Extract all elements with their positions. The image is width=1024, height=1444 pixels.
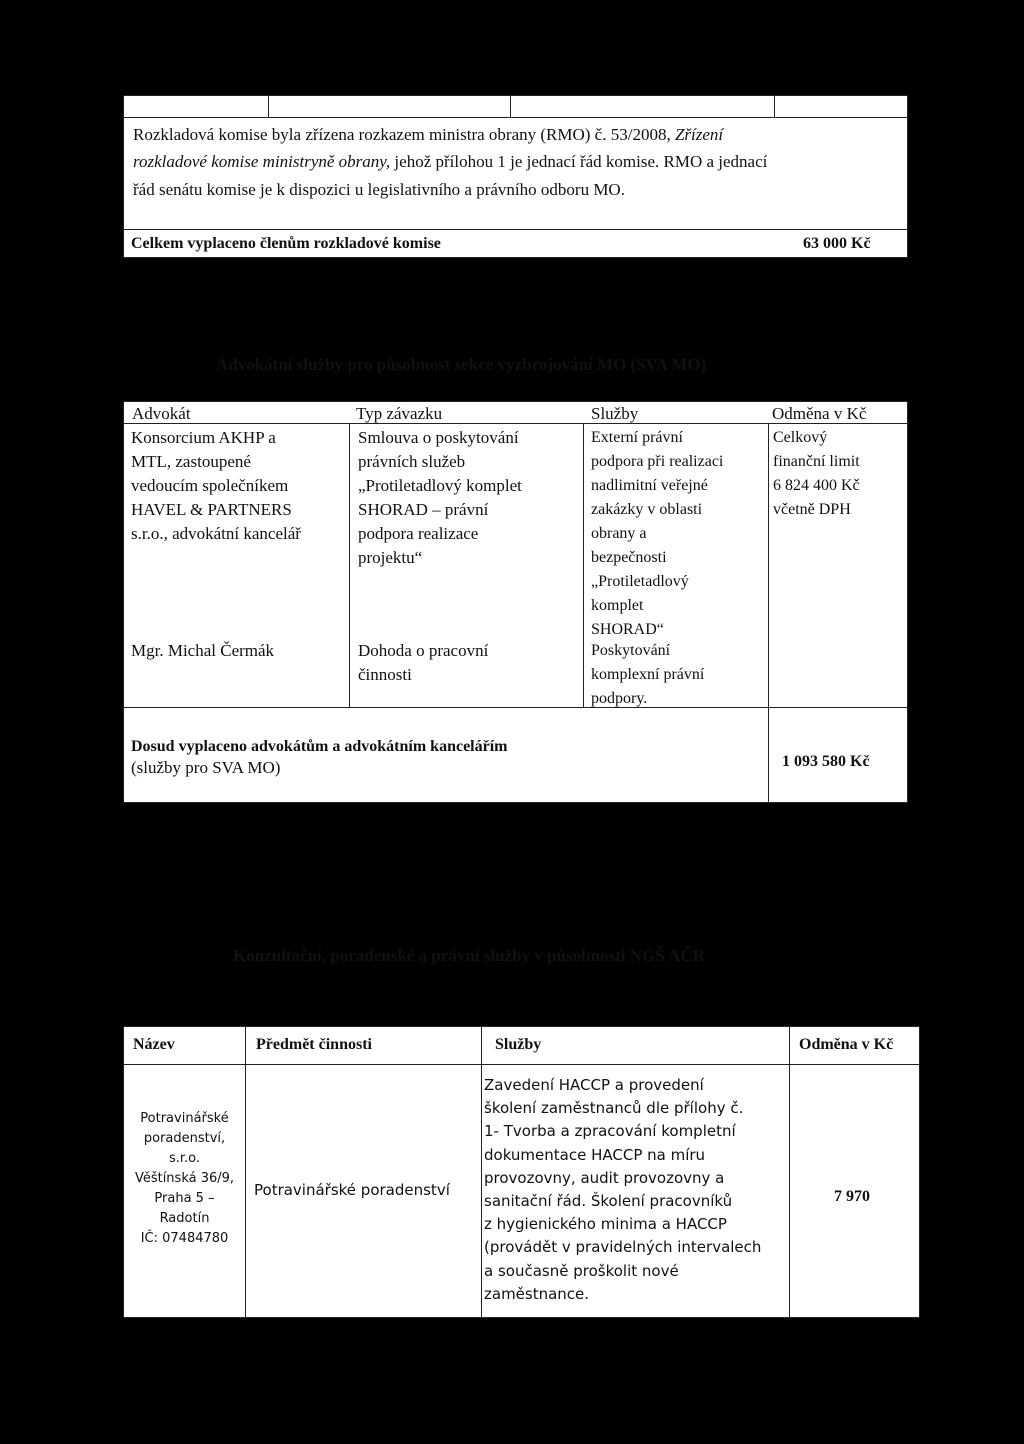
col-header-nazev: Název	[133, 1036, 175, 1053]
col-header-sluzby-3: Služby	[495, 1036, 542, 1053]
lawyers-total-label: Dosud vyplaceno advokátům a advokátním kancelářím	[131, 738, 508, 755]
col-header-predmet: Předmět činnosti	[256, 1036, 372, 1053]
consulting-header-line	[123, 1064, 920, 1065]
lawyers-col-1	[349, 423, 350, 707]
consulting-sluzby: Zavedení HACCP a provedení školení zaměstnanců dle přílohy č. 1- Tvorba a zpracování kompletní dokumentace HACCP na míru provozovny, audit provozovny a sanitační řád. Školení pracovníků z hygienického minima a HACCP (provádět v pravidelných intervalech a současně proškolit nové zaměstnance.	[484, 1076, 762, 1303]
top-divider-2	[510, 95, 511, 117]
row1-typ: Smlouva o poskytování právních služeb „Protiletadlový komplet SHORAD – právní podpora realizace projektu“	[358, 428, 522, 567]
row2-advokat: Mgr. Michal Čermák	[131, 641, 275, 660]
col-header-odmena: Odměna v Kč	[772, 404, 867, 423]
section3-heading: Konzultační, poradenské a právní služby v působnosti NGŠ AČR	[233, 946, 705, 965]
commission-separator	[123, 229, 908, 230]
col-header-advokat: Advokát	[132, 404, 191, 423]
consulting-odmena: 7 970	[834, 1188, 870, 1205]
row1-advokat: Konsorcium AKHP a MTL, zastoupené vedoucím společníkem HAVEL & PARTNERS s.r.o., advokátní kancelář	[131, 428, 301, 543]
commission-total-label: Celkem vyplaceno členům rozkladové komise	[131, 235, 441, 252]
commission-text-line-3: řád senátu komise je k dispozici u legislativního a právního odboru MO.	[133, 180, 625, 199]
col-header-typ: Typ závazku	[356, 404, 443, 423]
top-divider-3	[774, 95, 775, 117]
commission-text-line-1: Rozkladová komise byla zřízena rozkazem ministra obrany (RMO) č. 53/2008, Zřízení	[133, 125, 724, 144]
lawyers-col-3	[768, 423, 769, 707]
row1-sluzby: Externí právní podpora při realizaci nadlimitní veřejné zakázky v oblasti obrany a bezpečnosti „Protiletadlový komplet SHORAD“	[591, 429, 724, 638]
consulting-col-1	[245, 1026, 246, 1318]
consulting-nazev: Potravinářské poradenství, s.r.o. Věštínská 36/9, Praha 5 – Radotín IČ: 07484780	[134, 1111, 235, 1246]
lawyers-total-divider	[768, 707, 769, 803]
lawyers-total-label-2: (služby pro SVA MO)	[131, 758, 281, 777]
top-divider-1	[268, 95, 269, 117]
lawyers-total-value: 1 093 580 Kč	[782, 753, 870, 770]
top-header-line	[123, 117, 908, 118]
row1-odmena: Celkový finanční limit 6 824 400 Kč včetně DPH	[773, 429, 860, 518]
section2-heading: Advokátní služby pro působnost sekce vyzbrojování MO (SVA MO)	[216, 355, 707, 374]
lawyers-col-2	[583, 423, 584, 707]
col-header-sluzby: Služby	[591, 404, 639, 423]
commission-total-value: 63 000 Kč	[803, 235, 871, 252]
row2-typ: Dohoda o pracovní činnosti	[358, 641, 489, 684]
col-header-odmena-3: Odměna v Kč	[799, 1036, 894, 1053]
lawyers-total-line	[123, 707, 908, 708]
consulting-predmet: Potravinářské poradenství	[254, 1181, 450, 1199]
commission-text-line-2: rozkladové komise ministryně obrany, jehož přílohou 1 je jednací řád komise. RMO a jednací	[133, 152, 768, 171]
consulting-col-3	[789, 1026, 790, 1318]
consulting-col-2	[481, 1026, 482, 1318]
row2-sluzby: Poskytování komplexní právní podpory.	[591, 642, 705, 707]
